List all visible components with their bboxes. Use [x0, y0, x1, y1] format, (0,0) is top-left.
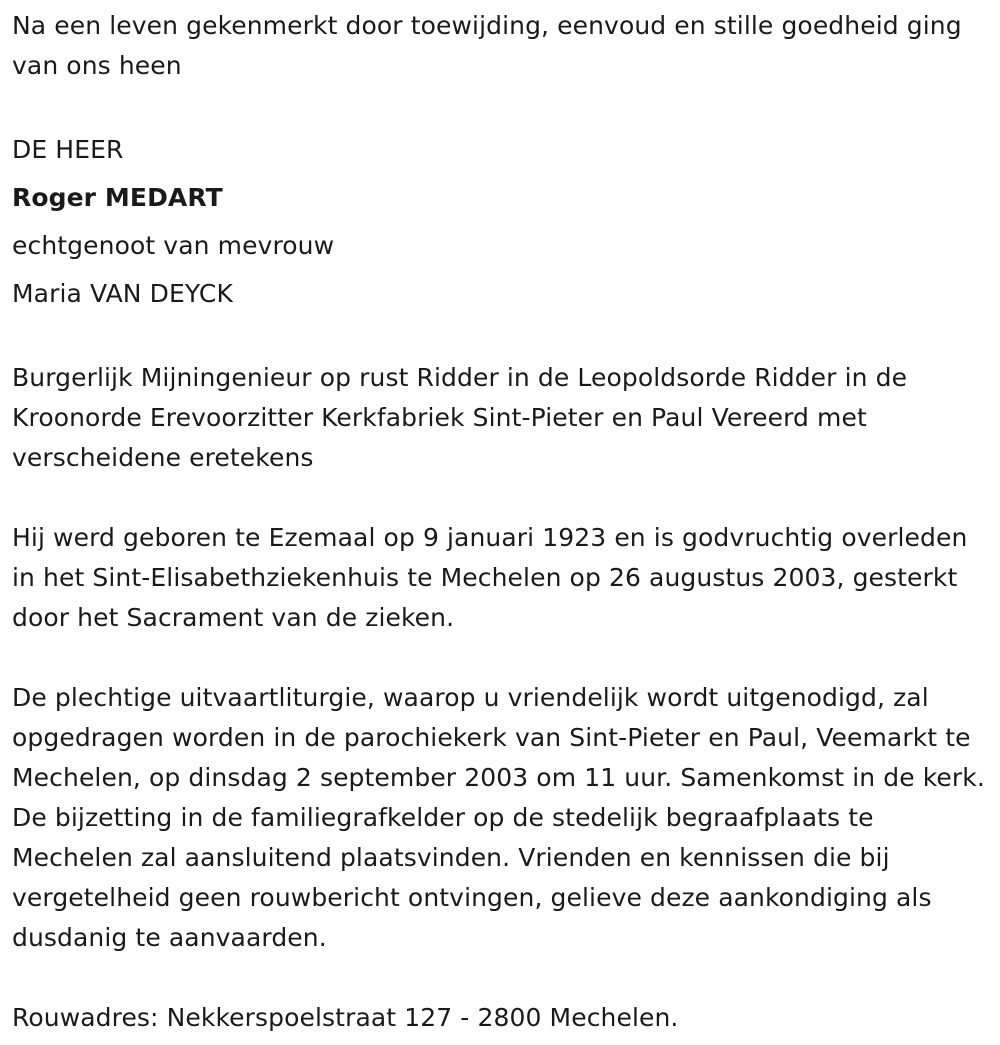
- spouse-name: Maria VAN DEYCK: [12, 279, 233, 308]
- deceased-block: [12, 126, 992, 318]
- mourning-address: Rouwadres: Nekkerspoelstraat 127 - 2800 Mechelen.: [12, 1003, 679, 1032]
- funeral-paragraph: De plechtige uitvaartliturgie, waarop u vriendelijk wordt uitgenodigd, zal opgedragen worden in de parochiekerk van Sint-Pieter en Paul, Veemarkt te Mechelen, op dinsdag 2 september 2003 om 11 uur. Samenkomst in de kerk. De bijzetting in de familiegrafkelder op de stedelijk begraafplaats te Mechelen zal aansluitend plaatsvinden. Vrienden en kennissen die bij vergetelheid geen rouwbericht ontvingen, gelieve deze aankondiging als dusdanig te aanvaarden.: [12, 683, 985, 952]
- intro-text: Na een leven gekenmerkt door toewijding, eenvoud en stille goedheid ging van ons heen: [12, 11, 962, 80]
- deceased-name: Roger MEDART: [12, 183, 223, 212]
- birth-death-paragraph: Hij werd geboren te Ezemaal op 9 januari 1923 en is godvruchtig overleden in het Sint-Elisabethziekenhuis te Mechelen op 26 augustus 2003, gesterkt door het Sacrament van de zieken.: [12, 523, 968, 632]
- spouse-label: echtgenoot van mevrouw: [12, 231, 335, 260]
- obituary-document: [12, 0, 992, 1038]
- honorific: DE HEER: [12, 135, 124, 164]
- titles-paragraph: Burgerlijk Mijningenieur op rust Ridder in de Leopoldsorde Ridder in de Kroonorde Erevoorzitter Kerkfabriek Sint-Pieter en Paul Vereerd met verscheidene eretekens: [12, 363, 908, 472]
